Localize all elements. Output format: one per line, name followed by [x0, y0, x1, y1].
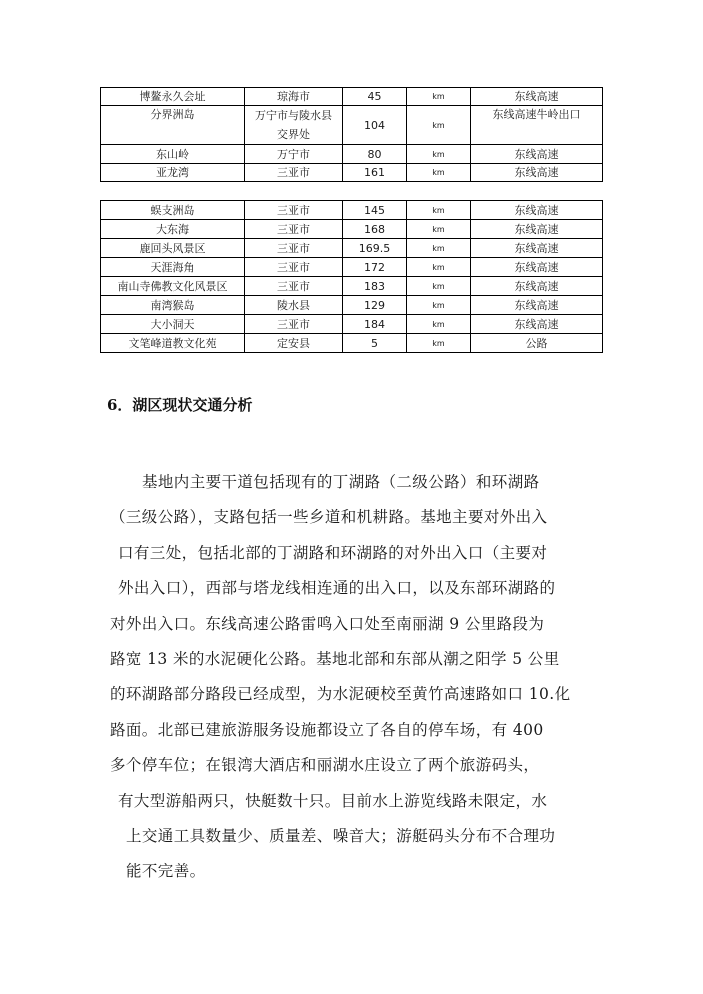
paragraph-line: 路面。北部已建旅游服务设施都设立了各自的停车场，有 400: [110, 720, 544, 739]
cell-route: 东线高速牛岭出口: [471, 106, 603, 145]
cell-location: 三亚市: [245, 164, 343, 182]
paragraph-line: 路宽 13 米的水泥硬化公路。基地北部和东部从潮之阳学 5 公里: [110, 649, 560, 668]
cell-location: 三亚市: [245, 201, 343, 220]
distance-table-bottom: [100, 200, 603, 353]
cell-distance: 168: [343, 220, 407, 239]
cell-route: 东线高速: [471, 201, 603, 220]
table-row: [101, 258, 603, 277]
table-row: [101, 239, 603, 258]
cell-site: 东山岭: [101, 145, 245, 164]
cell-distance: 104: [343, 106, 407, 145]
distance-table-top: [100, 87, 603, 182]
section-heading: 6．湖区现状交通分析: [107, 396, 253, 414]
cell-unit: km: [407, 315, 471, 334]
body-paragraph: [107, 465, 627, 890]
cell-distance: 161: [343, 164, 407, 182]
cell-site: 文笔峰道教文化苑: [101, 334, 245, 353]
cell-unit: km: [407, 201, 471, 220]
cell-site: 南湾猴岛: [101, 296, 245, 315]
cell-distance: 80: [343, 145, 407, 164]
table-row: [101, 201, 603, 220]
cell-distance: 145: [343, 201, 407, 220]
table-row: [101, 106, 603, 145]
cell-location: 三亚市: [245, 277, 343, 296]
cell-route: 东线高速: [471, 315, 603, 334]
cell-site: 蜈支洲岛: [101, 201, 245, 220]
cell-location: 三亚市: [245, 220, 343, 239]
cell-distance: 172: [343, 258, 407, 277]
cell-unit: km: [407, 258, 471, 277]
cell-location: 陵水县: [245, 296, 343, 315]
cell-distance: 45: [343, 88, 407, 106]
paragraph-line: 多个停车位；在银湾大酒店和丽湖水庄设立了两个旅游码头，: [110, 756, 540, 775]
cell-route: 东线高速: [471, 164, 603, 182]
paragraph-line: 的环湖路部分路段已经成型，为水泥硬校至黄竹高速路如口 10.化: [110, 685, 571, 704]
cell-route: 东线高速: [471, 88, 603, 106]
cell-distance: 5: [343, 334, 407, 353]
table-row: [101, 296, 603, 315]
cell-unit: km: [407, 277, 471, 296]
cell-unit: km: [407, 334, 471, 353]
cell-location: 万宁市与陵水县交界处: [245, 106, 343, 145]
cell-location: 三亚市: [245, 315, 343, 334]
cell-site: 大东海: [101, 220, 245, 239]
table-row: [101, 88, 603, 106]
table-row: [101, 164, 603, 182]
cell-site: 鹿回头风景区: [101, 239, 245, 258]
cell-unit: km: [407, 296, 471, 315]
cell-route: 东线高速: [471, 145, 603, 164]
cell-site: 大小洞天: [101, 315, 245, 334]
paragraph-line: 外出入口），西部与塔龙线相连通的出入口，以及东部环湖路的: [118, 579, 556, 598]
paragraph-line: 基地内主要干道包括现有的丁湖路（二级公路）和环湖路: [142, 473, 540, 491]
paragraph-line: 有大型游船两只，快艇数十只。目前水上游览线路未限定，水: [118, 791, 548, 810]
cell-unit: km: [407, 145, 471, 164]
cell-location: 万宁市: [245, 145, 343, 164]
paragraph-line: 对外出入口。东线高速公路雷鸣入口处至南丽湖 9 公里路段为: [110, 614, 545, 633]
cell-site: 天涯海角: [101, 258, 245, 277]
paragraph-line: 口有三处，包括北部的丁湖路和环湖路的对外出入口（主要对: [118, 543, 548, 562]
table-row: [101, 220, 603, 239]
cell-location: 三亚市: [245, 239, 343, 258]
cell-site: 南山寺佛教文化风景区: [101, 277, 245, 296]
cell-location: 琼海市: [245, 88, 343, 106]
table-row: [101, 277, 603, 296]
cell-route: 东线高速: [471, 239, 603, 258]
cell-distance: 169.5: [343, 239, 407, 258]
cell-route: 东线高速: [471, 220, 603, 239]
cell-unit: km: [407, 239, 471, 258]
cell-distance: 184: [343, 315, 407, 334]
table-row: [101, 315, 603, 334]
table-row: [101, 145, 603, 164]
paragraph-line: （三级公路），支路包括一些乡道和机耕路。基地主要对外出入: [110, 508, 548, 527]
paragraph-line: 上交通工具数量少、质量差、噪音大；游艇码头分布不合理功: [126, 826, 556, 845]
cell-distance: 183: [343, 277, 407, 296]
cell-route: 东线高速: [471, 296, 603, 315]
cell-site: 亚龙湾: [101, 164, 245, 182]
paragraph-line: 能不完善。: [126, 862, 206, 881]
cell-distance: 129: [343, 296, 407, 315]
cell-unit: km: [407, 88, 471, 106]
cell-unit: km: [407, 220, 471, 239]
cell-location: 定安县: [245, 334, 343, 353]
cell-route: 东线高速: [471, 277, 603, 296]
cell-location: 三亚市: [245, 258, 343, 277]
cell-unit: km: [407, 164, 471, 182]
cell-unit: km: [407, 106, 471, 145]
cell-site: 博鳌永久会址: [101, 88, 245, 106]
cell-site: 分界洲岛: [101, 106, 245, 145]
table-row: [101, 334, 603, 353]
cell-route: 公路: [471, 334, 603, 353]
cell-route: 东线高速: [471, 258, 603, 277]
